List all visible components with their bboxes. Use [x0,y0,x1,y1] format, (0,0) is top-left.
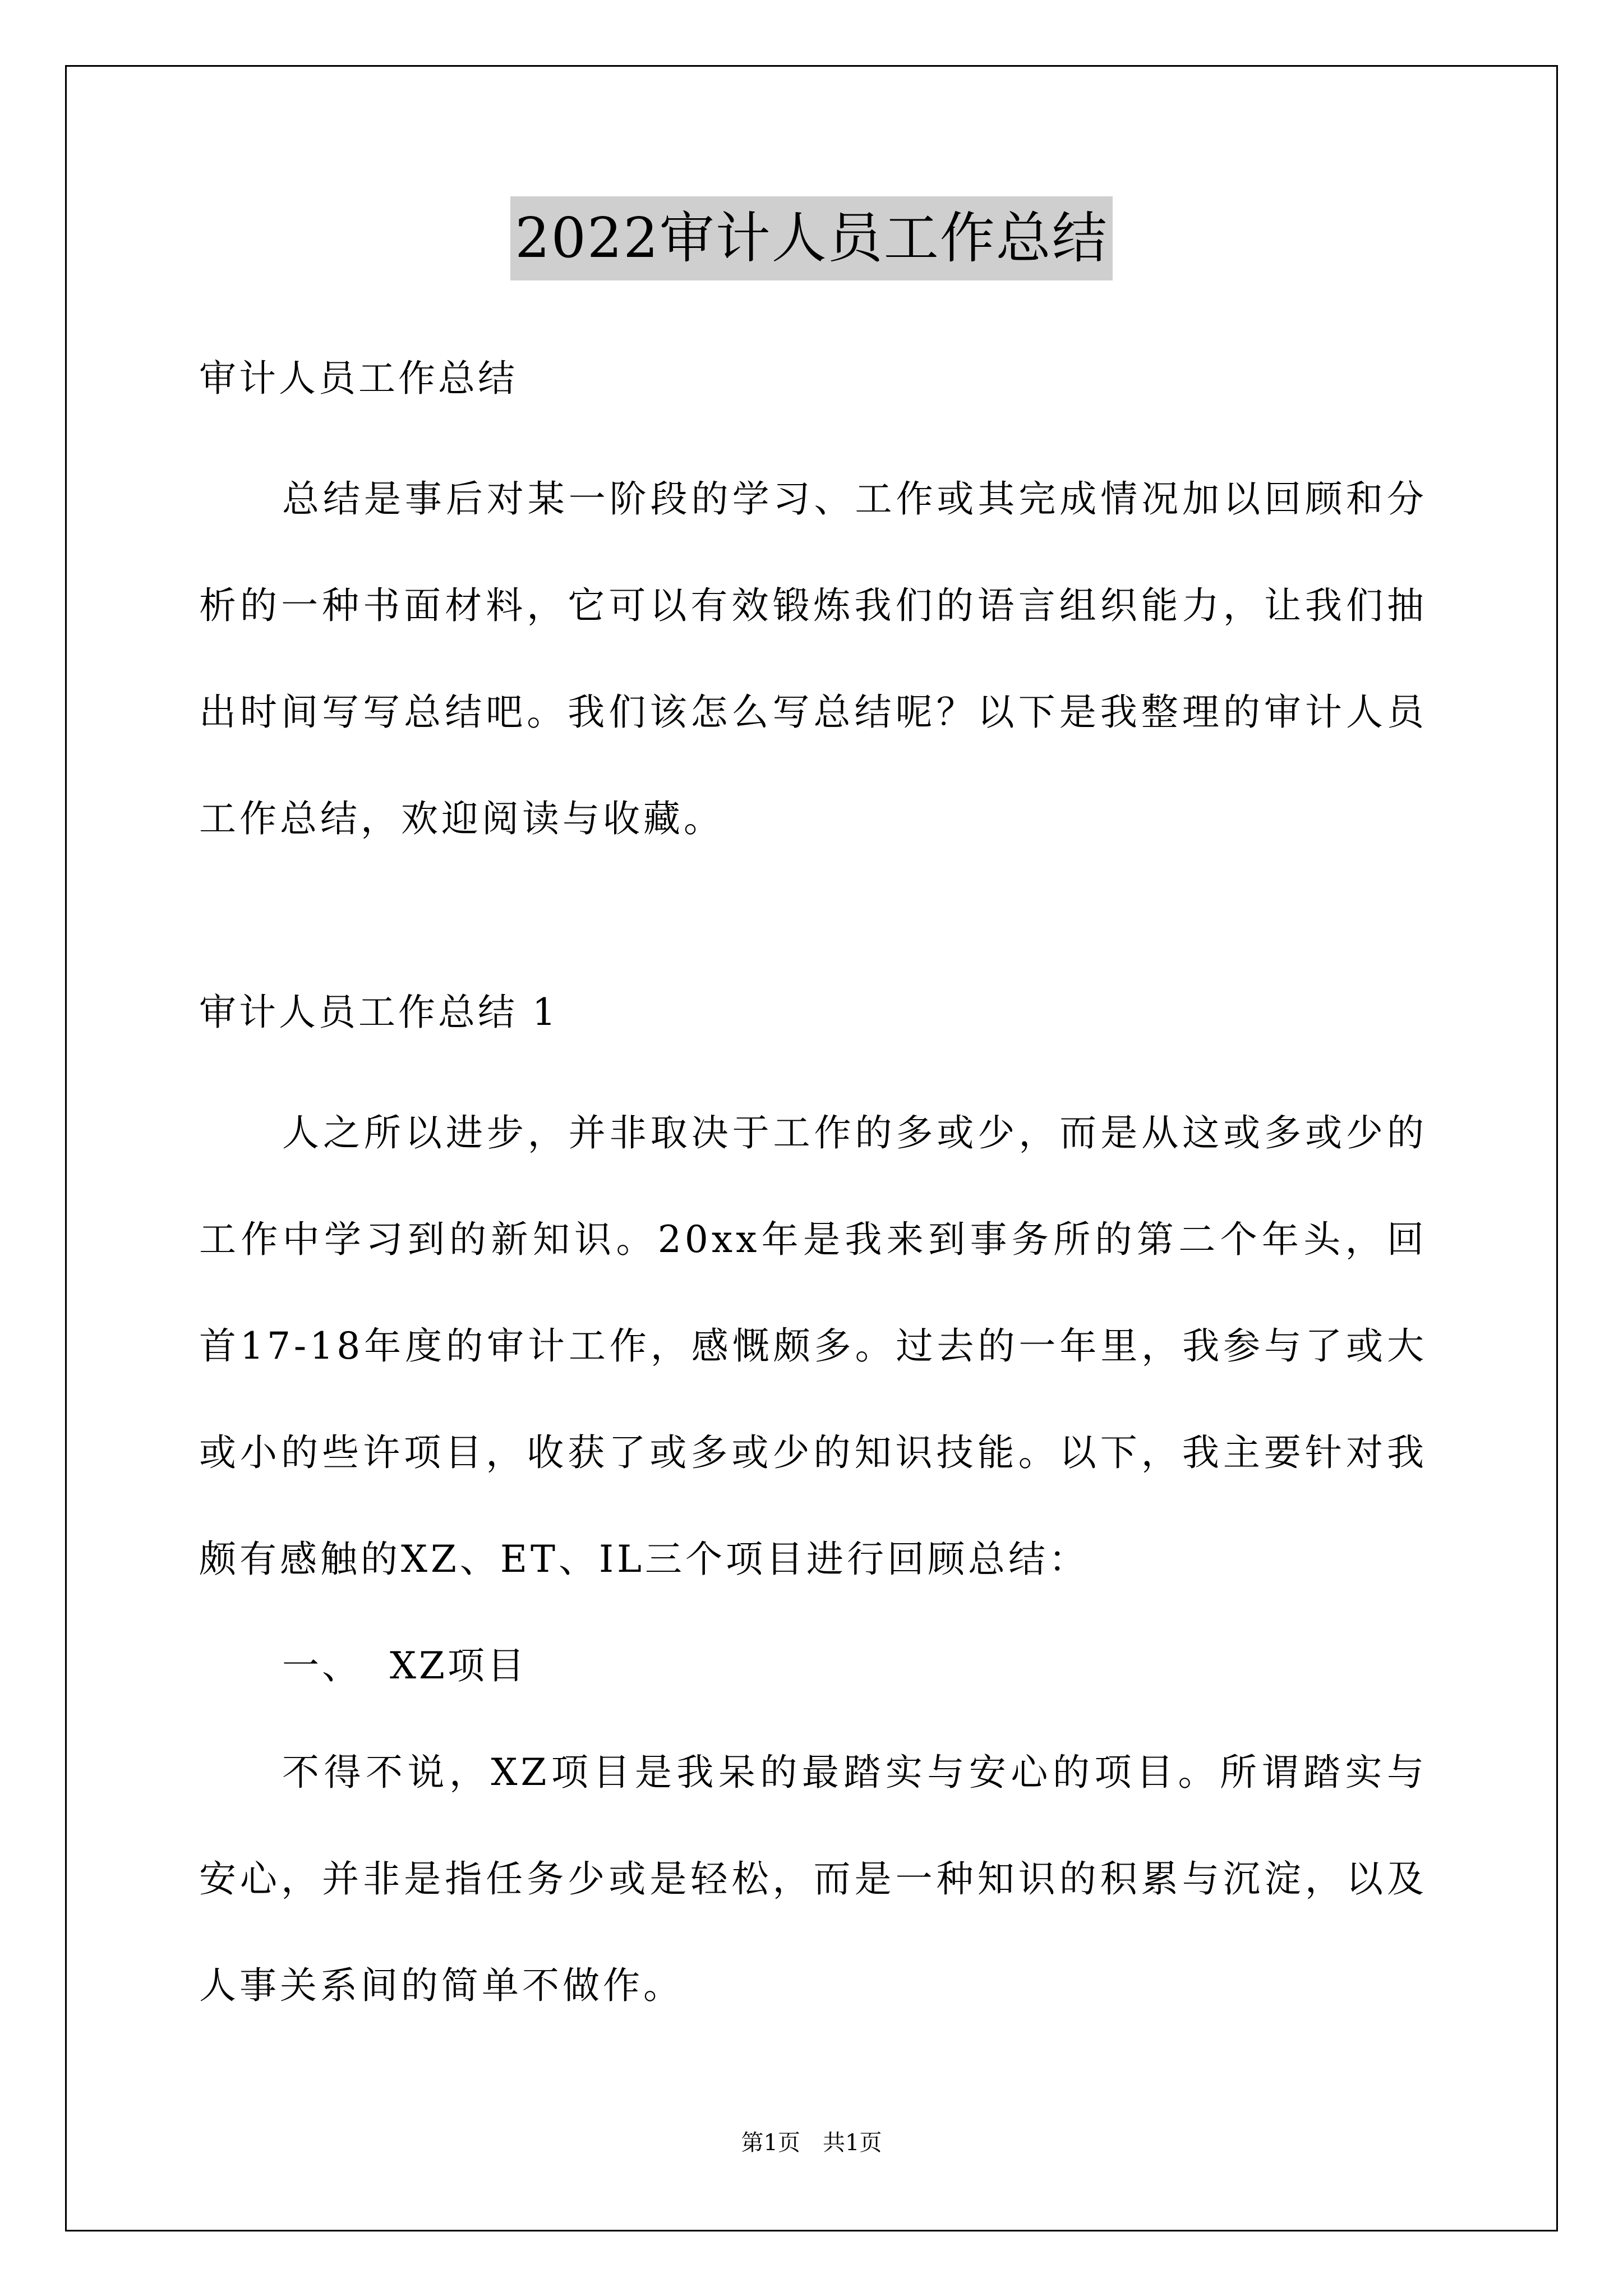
list-marker: 一、 [282,1644,362,1687]
document-body [199,345,1427,2039]
section1-heading: 审计人员工作总结 1 [199,991,559,1034]
document-title: 2022审计人员工作总结 [510,196,1112,280]
title-container [0,196,1623,280]
section1-paragraph-2: 不得不说，XZ项目是我呆的最踏实与安心的项目。所谓踏实与安心，并非是指任务少或是轻松，而是一种知识的积累与沉淀，以及人事关系间的简单不做作。 [199,1751,1427,2007]
list-item-xz-project [199,1613,1427,1719]
spacer [199,872,1427,979]
section1-paragraph-1: 人之所以进步，并非取决于工作的多或少，而是从这或多或少的工作中学习到的新知识。20xx年是我来到事务所的第二个年头，回首17-18年度的审计工作，感慨颇多。过去的一年里，我参与了或大或小的些许项目，收获了或多或少的知识技能。以下，我主要针对我颇有感触的XZ、ET、IL三个项目进行回顾总结： [199,1111,1427,1581]
spacer [199,412,1427,446]
intro-paragraph: 总结是事后对某一阶段的学习、工作或其完成情况加以回顾和分析的一种书面材料，它可以有效锻炼我们的语言组织能力，让我们抽出时间写写总结吧。我们该怎么写总结呢？以下是我整理的审计人员工作总结，欢迎阅读与收藏。 [199,477,1427,840]
spacer [199,1046,1427,1080]
page-footer: 第1页 共1页 [741,2130,882,2156]
intro-heading: 审计人员工作总结 [199,357,518,400]
list-item-text: XZ项目 [390,1644,527,1687]
